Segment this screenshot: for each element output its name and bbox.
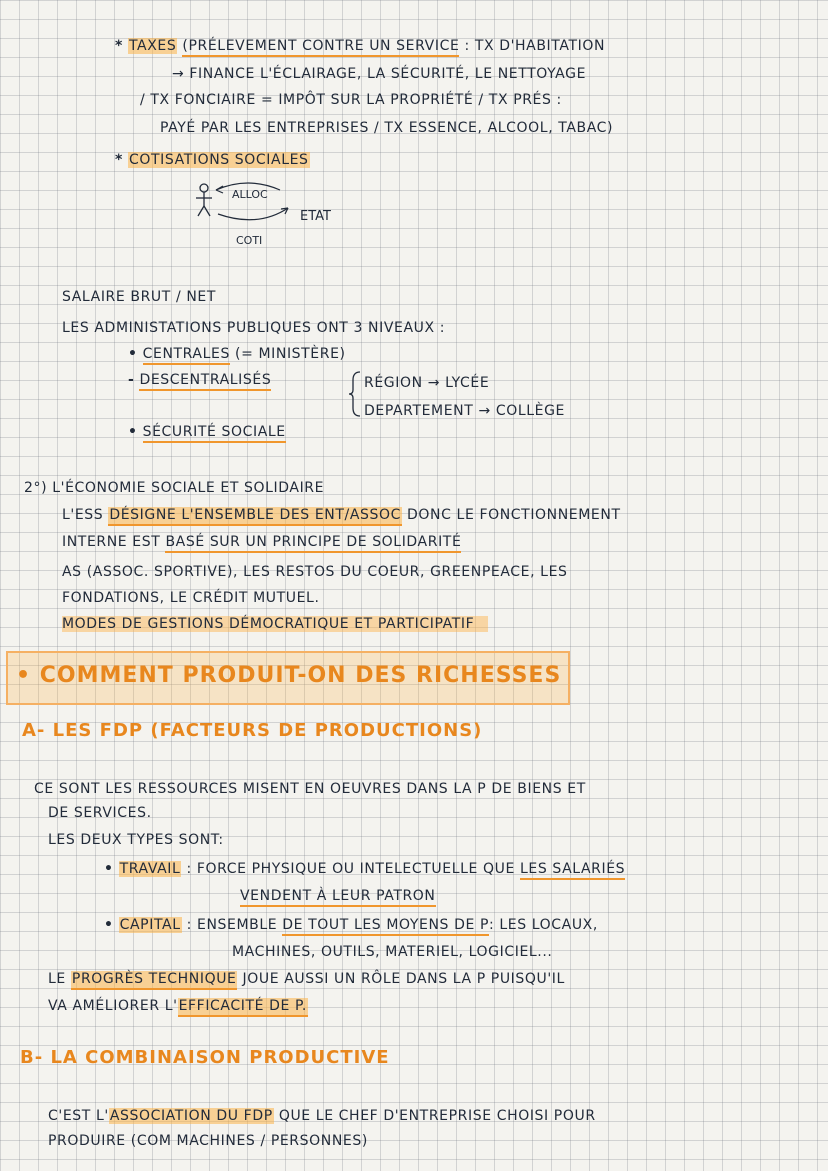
centrales-label: CENTRALES xyxy=(143,346,230,365)
cotisations-label: COTISATIONS SOCIALES xyxy=(128,152,309,168)
centrales-note: (= MINISTÈRE) xyxy=(235,346,346,362)
ess-line-1: L'ESS DÉSIGNE L'ENSEMBLE DES ENT/ASSOC DONC LE FONCTIONNEMENT xyxy=(62,505,621,525)
etat-label: ETAT xyxy=(300,209,331,224)
fdp-progres-line: LE PROGRÈS TECHNIQUE JOUE AUSSI UN RÔLE DANS LA P PUISQU'IL xyxy=(48,969,565,989)
ess-line-5 xyxy=(62,614,488,634)
fdp-line-3: LES DEUX TYPES SONT: xyxy=(48,832,224,848)
salaries-underline: LES SALARIÉS xyxy=(520,861,625,880)
fdp-line-1: CE SONT LES RESSOURCES MISENT EN OEUVRES DANS LA P DE BIENS ET xyxy=(34,781,586,797)
admin-securite-line: • SÉCURITÉ SOCIALE xyxy=(128,422,286,442)
ess-line-4: FONDATIONS, LE CRÉDIT MUTUEL. xyxy=(62,590,320,606)
ess-line-2: INTERNE EST BASÉ SUR UN PRINCIPE DE SOLIDARITÉ xyxy=(62,532,461,552)
securite-label: SÉCURITÉ SOCIALE xyxy=(143,424,286,443)
departement-line: DEPARTEMENT → COLLÈGE xyxy=(364,403,565,419)
efficacite-highlight: EFFICACITÉ DE P. xyxy=(178,998,308,1017)
descentralises-label: DESCENTRALISÉS xyxy=(139,372,271,391)
star-bullet: * xyxy=(115,152,123,168)
taxes-paye-line: PAYÉ PAR LES ENTREPRISES / TX ESSENCE, ALCOOL, TABAC) xyxy=(160,120,614,136)
travail-label: TRAVAIL xyxy=(119,861,181,877)
ess-heading: 2°) L'ÉCONOMIE SOCIALE ET SOLIDAIRE xyxy=(24,480,325,496)
admin-descentralises-line: - DESCENTRALISÉS xyxy=(128,370,271,390)
ess-modes-highlight: MODES DE GESTIONS DÉMOCRATIQUE ET PARTICIPATIF xyxy=(62,616,488,632)
combinaison-line-1: C'EST L'ASSOCIATION DU FDP QUE LE CHEF D'ENTREPRISE CHOISI POUR xyxy=(48,1108,596,1124)
section-title: • COMMENT PRODUIT-ON DES RICHESSES xyxy=(16,663,562,688)
combinaison-title: B- LA COMBINAISON PRODUCTIVE xyxy=(20,1047,390,1068)
brace-icon xyxy=(348,370,362,418)
alloc-label: ALLOC xyxy=(232,188,268,201)
fdp-travail-line: • TRAVAIL : FORCE PHYSIQUE OU INTELECTUELLE QUE LES SALARIÉS xyxy=(104,859,625,879)
person-icon xyxy=(196,184,212,216)
taxes-finance-line: → FINANCE L'ÉCLAIRAGE, LA SÉCURITÉ, LE NETTOYAGE xyxy=(172,66,587,82)
coti-arrow xyxy=(218,208,288,220)
moyens-underline: DE TOUT LES MOYENS DE P xyxy=(282,917,489,936)
taxes-definition-rest: : TX D'HABITATION xyxy=(459,38,606,54)
vendent-underline: VENDENT À LEUR PATRON xyxy=(240,888,436,907)
region-line: RÉGION → LYCÉE xyxy=(364,375,490,391)
cotisations-line xyxy=(115,150,310,170)
taxes-line xyxy=(115,36,605,56)
admin-centrales-line: • CENTRALES (= MINISTÈRE) xyxy=(128,344,346,364)
admin-intro-line: LES ADMINISTATIONS PUBLIQUES ONT 3 NIVEAUX : xyxy=(62,320,446,336)
progres-highlight: PROGRÈS TECHNIQUE xyxy=(71,971,238,990)
fdp-travail-line-2 xyxy=(240,886,436,906)
ess-definition-highlight: DÉSIGNE L'ENSEMBLE DES ENT/ASSOC xyxy=(108,507,402,526)
coti-label: COTI xyxy=(236,234,263,247)
fdp-line-2: DE SERVICES. xyxy=(48,805,152,821)
fdp-efficacite-line: VA AMÉLIORER L'EFFICACITÉ DE P. xyxy=(48,996,308,1016)
ess-line-3: AS (ASSOC. SPORTIVE), LES RESTOS DU COEUR, GREENPEACE, LES xyxy=(62,564,568,580)
association-highlight: ASSOCIATION DU FDP xyxy=(109,1108,273,1124)
taxes-definition: (PRÉLEVEMENT CONTRE UN SERVICE xyxy=(182,38,459,57)
star-bullet: * xyxy=(115,38,123,54)
fdp-title: A- LES FDP (FACTEURS DE PRODUCTIONS) xyxy=(22,720,483,741)
fdp-capital-line-2: MACHINES, OUTILS, MATERIEL, LOGICIEL... xyxy=(232,944,553,960)
taxes-fonciere-line: / TX FONCIAIRE = IMPÔT SUR LA PROPRIÉTÉ / TX PRÉS : xyxy=(140,92,562,108)
taxes-label: TAXES xyxy=(128,38,177,54)
salaire-line: SALAIRE BRUT / NET xyxy=(62,289,216,305)
ess-principe-underline: BASÉ SUR UN PRINCIPE DE SOLIDARITÉ xyxy=(165,534,461,553)
combinaison-line-2: PRODUIRE (COM MACHINES / PERSONNES) xyxy=(48,1133,368,1149)
fdp-capital-line: • CAPITAL : ENSEMBLE DE TOUT LES MOYENS DE P: LES LOCAUX, xyxy=(104,915,598,935)
capital-label: CAPITAL xyxy=(119,917,181,933)
alloc-coti-diagram xyxy=(188,176,368,250)
